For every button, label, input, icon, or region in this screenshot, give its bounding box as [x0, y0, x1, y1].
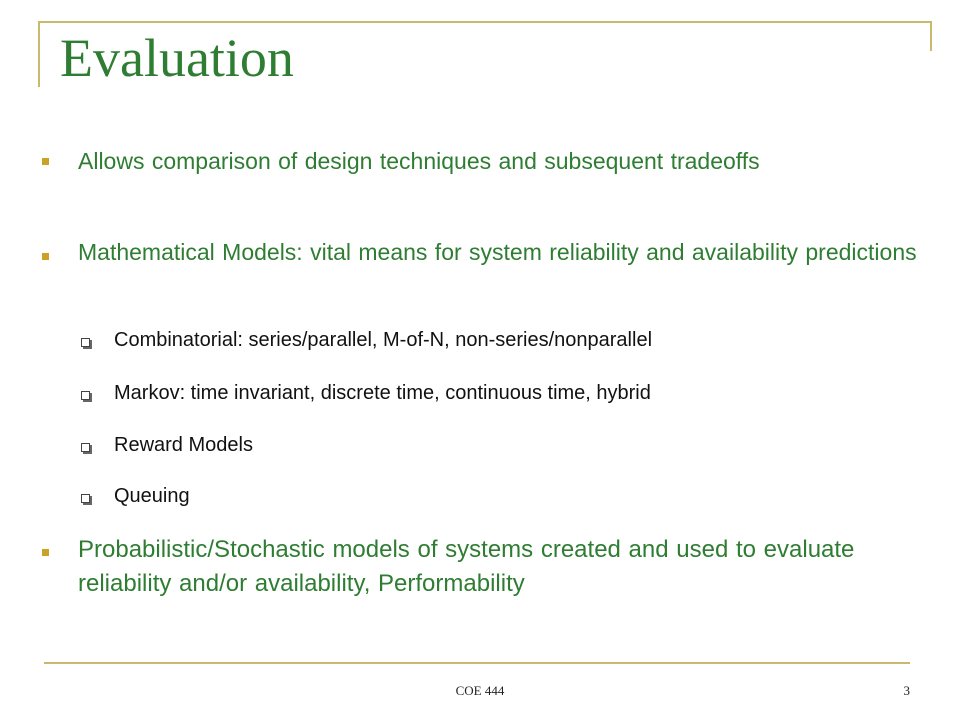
square-bullet-icon — [42, 158, 49, 165]
sub-bullet-text: Markov: time invariant, discrete time, continuous time, hybrid — [114, 382, 651, 404]
hollow-square-bullet-icon — [81, 338, 90, 347]
hollow-square-bullet-icon — [81, 494, 90, 503]
sub-bullet-text: Combinatorial: series/parallel, M-of-N, non-series/nonparallel — [114, 329, 653, 351]
page-number: 3 — [903, 683, 910, 698]
square-bullet-icon — [42, 549, 49, 556]
sub-bullet-text: Queuing — [114, 485, 190, 507]
footer-divider — [44, 662, 910, 664]
hollow-square-bullet-icon — [81, 443, 90, 452]
right-frame-tick — [930, 21, 932, 51]
sub-bullet-text: Reward Models — [114, 434, 253, 456]
bullet-text: Probabilistic/Stochastic models of systems created and used to evaluate reliability and/or availability, Performability — [78, 536, 855, 597]
footer-course: COE 444 — [455, 683, 505, 698]
slide-title: Evaluation — [60, 28, 294, 88]
bullet-text: Mathematical Models: vital means for system reliability and availability predictions — [78, 239, 917, 265]
square-bullet-icon — [42, 253, 49, 260]
bullet-text: Allows comparison of design techniques and subsequent tradeoffs — [78, 148, 760, 174]
hollow-square-bullet-icon — [81, 391, 90, 400]
left-frame-line — [38, 21, 40, 87]
top-frame-line — [38, 21, 932, 23]
